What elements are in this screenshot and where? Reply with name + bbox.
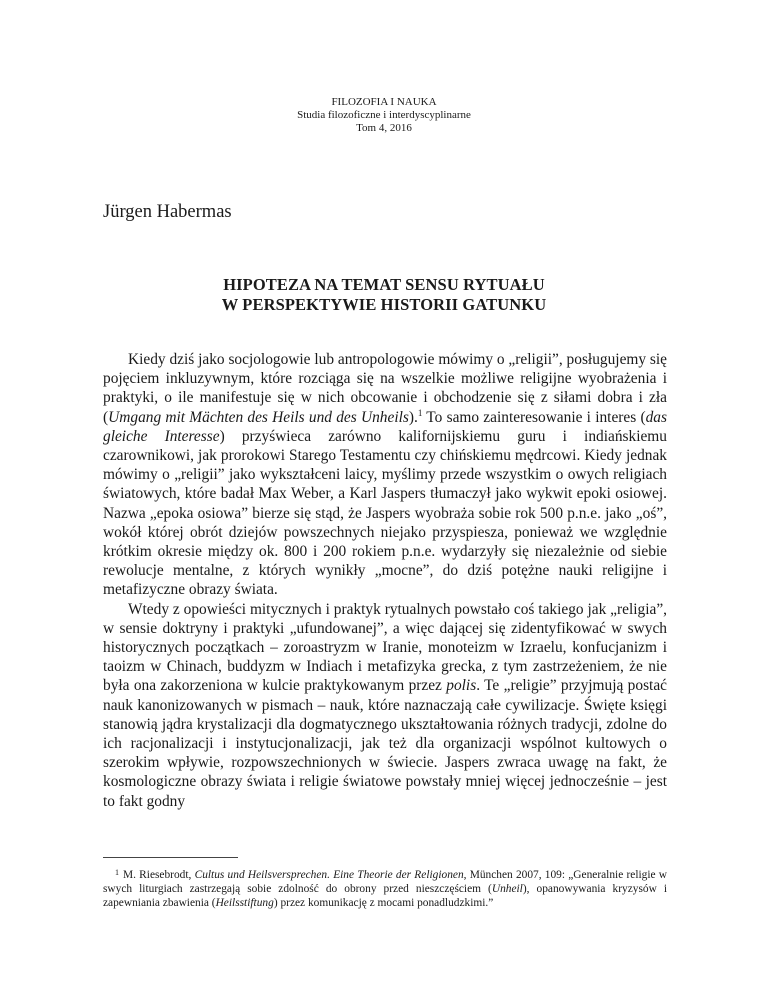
p1-italic-1: Umgang mit Mächten des Heils und des Unheils xyxy=(108,408,409,426)
fn-italic-2: Unheil xyxy=(491,882,523,895)
p2-italic-1: polis xyxy=(446,677,477,695)
fn-text-1: M. Riesebrodt, xyxy=(123,869,195,881)
fn-text-2: , München 2007, 109: „Generalnie religie w swych liturgiach zastrzegają sobie zdolność do obrony przed nieszczęściem ( xyxy=(103,869,667,895)
fn-italic-3: Heilsstiftung xyxy=(215,896,274,909)
author-name: Jürgen Habermas xyxy=(103,202,232,222)
journal-header xyxy=(0,96,768,135)
p2-text-2: . Te „religie” przyjmują postać nauk kanonizowanych w pismach – nauk, które naznaczają całe cywilizacje. Święte księgi stanowią jądra krystalizacji dla dogmatycznego ukształtowania różnych tradycji, zdolne do ich racjonalizacji i instytucjonalizacji, jak też dla organizacji wspólnot kultowych o szerokim wpływie, rozpowszechnionych w świecie. Jaspers zwraca uwagę na fakt, że kosmologiczne obrazy świata i religie światowe powstały mniej więcej jednocześnie – jest to fakt godny xyxy=(103,677,667,810)
footnote-separator xyxy=(103,857,238,858)
fn-text-3: ), opanowywania kryzysów i zapewniania zbawienia ( xyxy=(103,882,668,909)
fn-italic-1: Cultus und Heilsversprechen. Eine Theorie der Religionen xyxy=(194,869,464,881)
journal-name: FILOZOFIA I NAUKA xyxy=(331,96,437,108)
footnote-reference[interactable]: 1 xyxy=(417,407,423,418)
p1-text-4: ) przyświeca zarówno kalifornijskiemu guru i indiańskiemu czarownikowi, jak prorokowi Starego Testamentu czy chińskiemu mędrcowi. Kiedy jednak mówimy o „religii” jako wykształceni laicy, myślimy przede wszystkim o owych religiach światowych, które badał Max Weber, a Karl Jaspers tłumaczył jako wykwit epoki osiowej. Nazwa „epoka osiowa” bierze się stąd, że Jaspers wyobraża sobie rok 500 p.n.e. jako „oś”, wokół której obrót dziejów powszechnych niejako przyspiesza, ponieważ we względnie krótkim okresie między ok. 800 i 200 rokiem p.n.e. wydarzyły się niezależnie od siebie rewolucje mentalne, z których wynikły „mocne”, do dziś potężne nauki religijne i metafizyczne obrazy świata. xyxy=(103,427,667,599)
p1-text-1: Kiedy dziś jako socjologowie lub antropologowie mówimy o „religii”, posługujemy się pojęciem inkluzywnym, które rozciąga się na wszelkie możliwe religijne wyobrażenia i praktyki, o ile manifestuje się w nich obcowanie i obchodzenie się z siłami dobra i zła ( xyxy=(103,351,668,426)
article-body xyxy=(103,350,667,811)
journal-subtitle: Studia filozoficzne i interdyscyplinarne xyxy=(297,109,471,121)
p1-italic-2: das gleiche Interesse xyxy=(103,408,667,445)
p1-text-3: To samo zainteresowanie i interes ( xyxy=(422,408,646,426)
fn-text-4: ) przez komunikację z mocami ponadludzkimi.” xyxy=(273,896,494,909)
footnote xyxy=(103,866,667,911)
paragraph-1 xyxy=(103,350,667,600)
title-line-2: W PERSPEKTYWIE HISTORII GATUNKU xyxy=(221,295,547,314)
footnote-number: 1 xyxy=(115,868,119,877)
paragraph-2 xyxy=(103,600,667,811)
p2-text-1: Wtedy z opowieści mitycznych i praktyk rytualnych powstało coś takiego jak „religia”, w sensie doktryny i praktyki „ufundowanej”, a więc dającej się zidentyfikować w swych historycznych początkach – zoroastryzm w Iranie, monoteizm w Izraelu, konfucjanizm i taoizm w Chinach, buddyzm w Indiach i metafizyka grecka, z tym zastrzeżeniem, że nie była ona zakorzeniona w kulcie praktykowanym przez xyxy=(103,600,667,695)
title-line-1: HIPOTEZA NA TEMAT SENSU RYTUAŁU xyxy=(223,275,545,294)
article-title xyxy=(0,275,768,315)
p1-text-2: ). xyxy=(408,408,418,426)
journal-volume: Tom 4, 2016 xyxy=(356,122,412,134)
